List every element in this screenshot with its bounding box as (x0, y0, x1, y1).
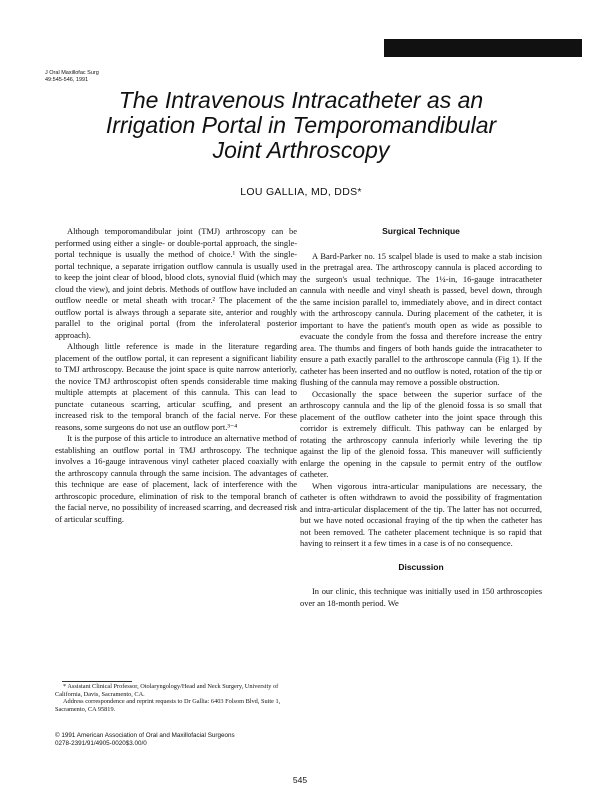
footnote-correspondence: Address correspondence and reprint requests to Dr Gallia: 6403 Folsom Blvd, Suite 1, Sacramento, CA 95819. (55, 698, 281, 713)
right-column (300, 226, 542, 609)
body-paragraph: In our clinic, this technique was initially used in 150 arthroscopies over an 18-month period. We (300, 586, 542, 608)
copyright-line: © 1991 American Association of Oral and Maxillofacial Surgeons (55, 732, 235, 739)
copyright-block (55, 732, 297, 748)
left-column (55, 226, 297, 525)
section-heading-discussion: Discussion (398, 561, 444, 572)
body-paragraph: When vigorous intra-articular manipulations are necessary, the catheter is often withdrawn to avoid the possibility of fragmentation and intra-articular displacement of the tip. The latter has not occurred, but we have noted occasional fraying of the tip when the catheter has not been removed. The catheter placement technique is so rapid that having to reinsert it a few times in a case is of no consequence. (300, 480, 542, 548)
body-paragraph: It is the purpose of this article to introduce an alternative method of establishing an outflow portal in TMJ arthroscopy. The technique involves a 16-gauge intravenous vinyl catheter placed coaxially with the arthroscopy cannula through the same incision. The advantages of this technique are ease of placement, lack of interference with the arthroscopic procedure, elimination of risk to the temporal branch of the facial nerve, no possibility of increased scarring, and decreased risk of articular scuffing. (55, 433, 297, 524)
journal-citation (45, 70, 99, 84)
journal-name: J Oral Maxillofac Surg (45, 70, 99, 76)
title-line: Joint Arthroscopy (212, 137, 390, 163)
page-number: 545 (292, 775, 308, 785)
issn-line: 0278-2391/91/4905-0020$3.00/0 (55, 739, 147, 747)
journal-volume: 49:545-546, 1991 (45, 77, 89, 83)
title-line: The Intravenous Intracatheter as an (118, 87, 484, 113)
article-title (40, 88, 562, 163)
footnotes (55, 683, 297, 713)
header-black-bar (384, 39, 582, 57)
body-paragraph: Although temporomandibular joint (TMJ) arthroscopy can be performed using either a single- or double-portal approach, the single-portal technique is usually the method of choice.¹ With the single-portal technique, a separate irrigation outflow cannula is usually used to keep the joint clear of blood, blood clots, synovial fluid (which may cloud the view), and joint debris. Methods of outflow have included an outflow needle or metal sheath with trocar.² The placement of the outflow portal is always through a separate site, anterior and roughly parallel to the original portal (from the inferolateral posterior approach). (55, 226, 297, 340)
body-paragraph: A Bard-Parker no. 15 scalpel blade is used to make a stab incision in the pretragal area. The arthroscopy cannula is placed according to the surgeon's usual technique. The 1¼-in, 16-gauge intracatheter cannula with needle and vinyl sheath is passed, bevel down, through the same incision parallel to, immediately above, and in direct contact with the arthroscopy cannula. During placement of the catheter, it is important to have the patient's mouth open as wide as possible to evacuate the condyle from the fossa and therefore increase the entry area. The thumbs and fingers of both hands guide the intracatheter to ensure a path exactly parallel to the arthroscope cannula (Fig 1). If the catheter has been inserted and no outflow is noted, rotation of the tip or flushing of the cannula may remove a possible obstruction. (300, 250, 542, 387)
footnote-affiliation: * Assistant Clinical Professor, Otolaryngology/Head and Neck Surgery, University of California, Davis, Sacramento, CA. (55, 683, 279, 698)
body-paragraph: Occasionally the space between the superior surface of the arthroscopy cannula and the lip of the glenoid fossa is so small that placement of the outflow catheter into the joint space through this corridor is extremely difficult. This pathway can be enlarged by rotating the arthroscopy cannula inferiorly while levering the tip against the lip of the glenoid fossa. This maneuver will sufficiently enlarge the opening in the capsule to permit entry of the outflow catheter. (300, 388, 542, 479)
footnote-divider (62, 681, 132, 682)
title-line: Irrigation Portal in Temporomandibular (105, 112, 497, 138)
body-paragraph: Although little reference is made in the literature regarding placement of the outflow portal, it can represent a significant liability to TMJ arthroscopy. Because the joint space is quite narrow anteriorly, the novice TMJ arthroscopist often spends considerable time making multiple attempts at placement of this cannula. This can lead to punctate cutaneous scarring, articular scuffing, and present an increased risk to the temporal branch of the facial nerve. For these reasons, some surgeons do not use an outflow port.³⁻⁴ (55, 341, 297, 432)
author-line: LOU GALLIA, MD, DDS* (240, 186, 362, 198)
section-heading-surgical-technique: Surgical Technique (382, 226, 460, 236)
